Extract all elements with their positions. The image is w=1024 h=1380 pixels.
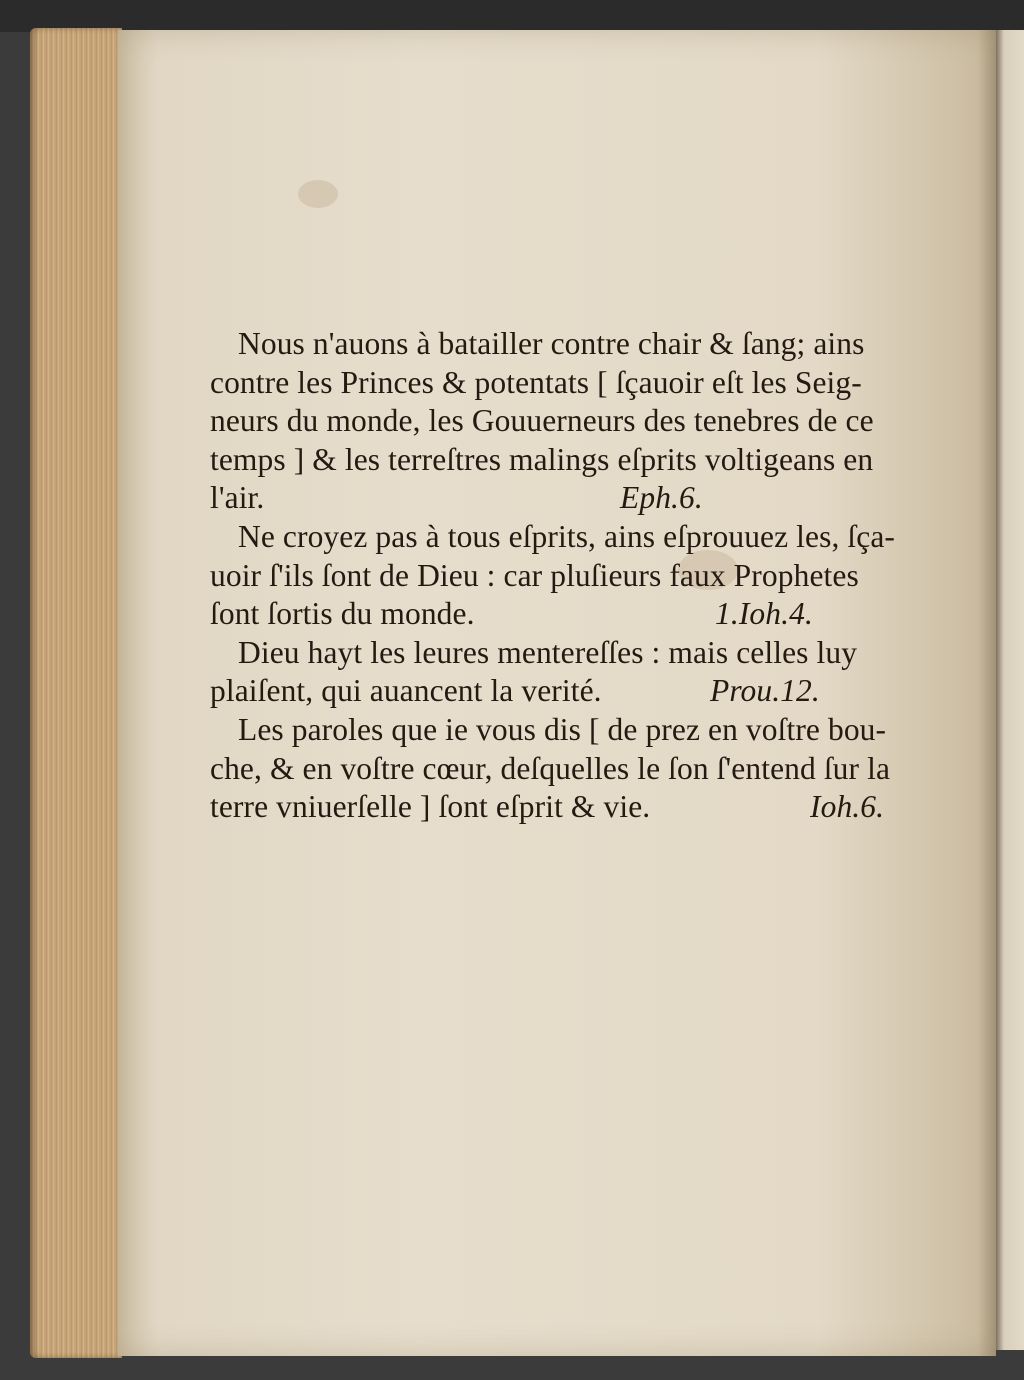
paper-stain [298, 180, 338, 208]
text-line: Dieu hayt les leures mentereſſes : mais celles luy [238, 634, 858, 670]
text-line: plaiſent, qui auancent la verité. [210, 673, 602, 709]
scripture-reference: Ioh.6. [810, 789, 885, 825]
facing-page-sliver [996, 30, 1024, 1350]
text-line-with-reference [210, 479, 960, 518]
text-line: temps ] & les terreſtres malings eſprits voltigeans en [210, 441, 874, 477]
scan-backdrop [0, 0, 1024, 32]
text-line: Nous n'auons à batailler contre chair & ſang; ains [238, 326, 865, 361]
text-line-with-reference [210, 595, 960, 634]
paragraph-3 [210, 634, 960, 711]
text-line: l'air. [210, 480, 265, 516]
text-line-with-reference [210, 788, 960, 827]
text-line-with-reference [210, 672, 960, 711]
paragraph-1 [210, 325, 960, 518]
scripture-reference: 1.Ioh.4. [715, 596, 813, 632]
text-line: uoir ſ'ils ſont de Dieu : car pluſieurs faux Prophetes [210, 557, 859, 593]
text-line: ſont ſortis du monde. [210, 596, 475, 632]
book-page-edges [30, 28, 122, 1358]
scripture-reference: Eph.6. [620, 480, 703, 516]
scripture-reference: Prou.12. [710, 673, 820, 709]
paragraph-2 [210, 518, 960, 634]
text-line: Ne croyez pas à tous eſprits, ains eſprouuez les, ſça- [238, 518, 896, 554]
paragraph-4 [210, 711, 960, 827]
text-line: terre vniuerſelle ] ſont eſprit & vie. [210, 789, 651, 825]
text-line: neurs du monde, les Gouuerneurs des tenebres de ce [210, 403, 874, 439]
text-line: che, & en voſtre cœur, deſquelles le ſon ſ'entend ſur la [210, 750, 891, 786]
page-text [210, 325, 960, 827]
text-line: contre les Princes & potentats [ ſçauoir eſt les Seig- [210, 364, 862, 400]
text-line: Les paroles que ie vous dis [ de prez en voſtre bou- [238, 711, 887, 747]
